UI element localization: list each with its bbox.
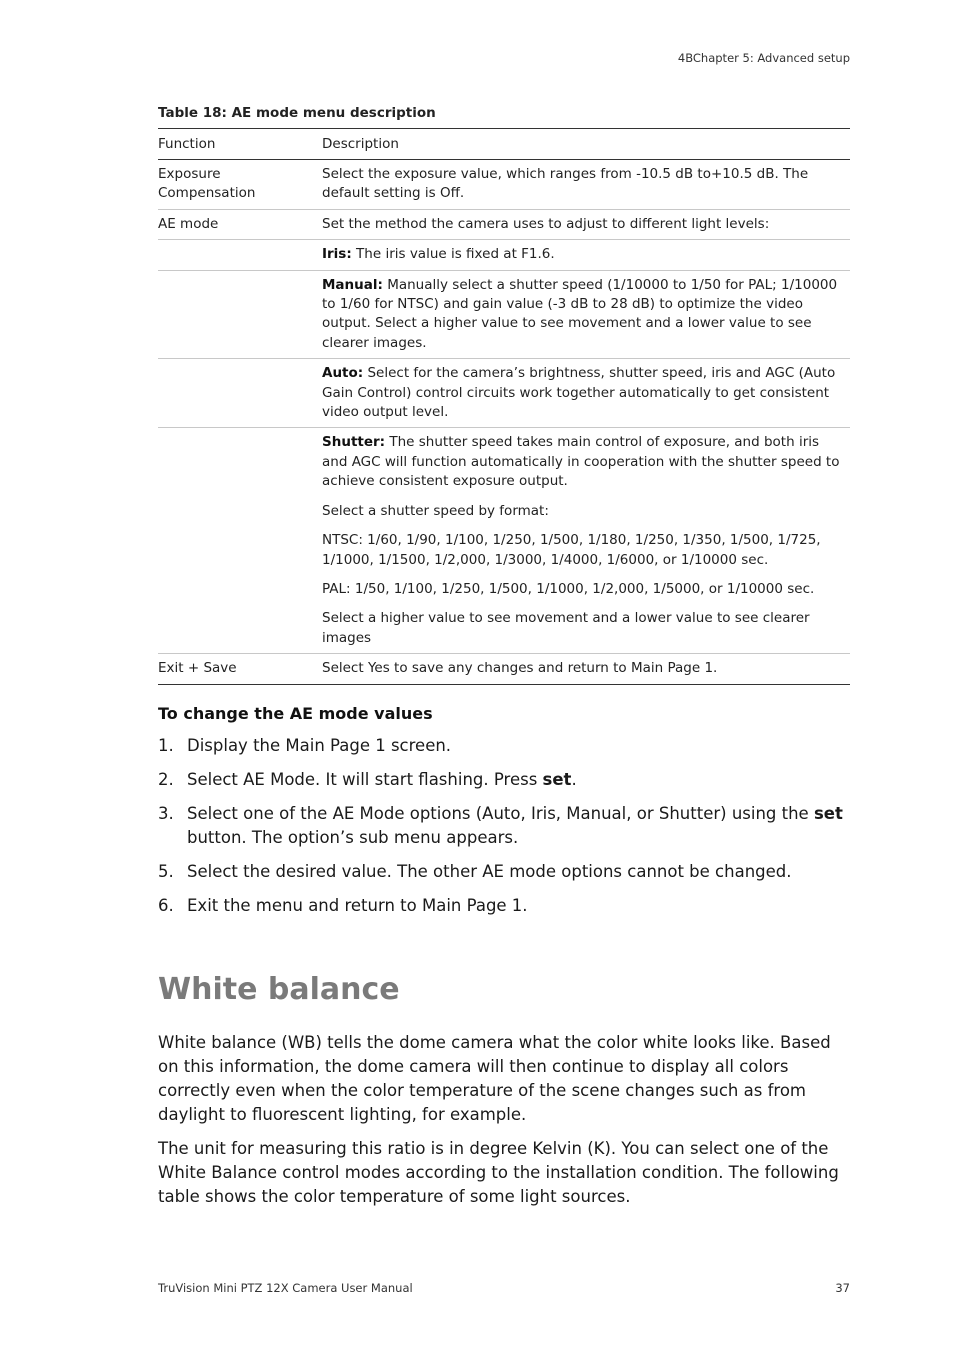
description-paragraph: Select a shutter speed by format: (322, 502, 549, 519)
body-paragraph: White balance (WB) tells the dome camera what the color white looks like. Based on this information, the dome camera will then continue to display all colors correctly even when the color temperature of the scene changes such as from daylight to fluorescent lighting, for example. (158, 1033, 831, 1124)
step-text: Exit the menu and return to Main Page 1. (187, 896, 528, 915)
procedure-steps (158, 734, 850, 928)
column-header-description: Description (322, 129, 850, 160)
description-cell (322, 240, 850, 270)
table-caption: Table 18: AE mode menu description (158, 105, 436, 121)
list-item (158, 860, 850, 884)
function-cell: Exit + Save (158, 654, 322, 684)
table-row (158, 209, 850, 239)
option-name: Iris: (322, 246, 352, 263)
step-number: 3. (158, 804, 174, 823)
step-text: Select one of the AE Mode options (Auto, Iris, Manual, or Shutter) using the (187, 804, 814, 823)
table-row (158, 359, 850, 428)
table-row (158, 160, 850, 210)
list-item (158, 734, 850, 758)
function-cell (158, 359, 322, 428)
step-text-end: . (571, 770, 577, 789)
step-number: 5. (158, 862, 174, 881)
ae-mode-table (158, 128, 850, 685)
option-description: Manually select a shutter speed (1/10000 to 1/50 for PAL; 1/10000 to 1/60 for NTSC) and gain value (-3 dB to 28 dB) to optimize the video output. Select a higher value to see movement and a lower value to see clearer images. (322, 276, 838, 351)
option-name: Manual: (322, 276, 383, 293)
option-description: The iris value is fixed at F1.6. (351, 246, 555, 263)
page-number: 37 (835, 1281, 850, 1295)
step-text-end: button. The option’s sub menu appears. (187, 828, 519, 847)
description-cell: Set the method the camera uses to adjust to different light levels: (322, 209, 850, 239)
step-keyword: set (542, 770, 572, 789)
description-cell: Select the exposure value, which ranges from -10.5 dB to+10.5 dB. The default setting is Off. (322, 160, 850, 210)
list-item (158, 802, 850, 850)
running-header: 4BChapter 5: Advanced setup (677, 51, 850, 65)
function-cell (158, 240, 322, 270)
option-description: Select for the camera’s brightness, shutter speed, iris and AGC (Auto Gain Control) control circuits work together automatically to get consistent video output level. (322, 365, 836, 421)
table-header-row (158, 129, 850, 160)
list-item (158, 768, 850, 792)
procedure-heading: To change the AE mode values (158, 704, 433, 723)
option-name: Shutter: (322, 434, 386, 451)
step-text: Select AE Mode. It will start flashing. Press (187, 770, 543, 789)
option-name: Auto: (322, 365, 364, 382)
step-number: 2. (158, 770, 174, 789)
step-text: Display the Main Page 1 screen. (187, 736, 452, 755)
description-cell (322, 270, 850, 359)
table-row (158, 428, 850, 654)
function-cell: Exposure Compensation (158, 160, 322, 210)
function-cell (158, 428, 322, 654)
description-cell (322, 428, 850, 654)
body-paragraph: The unit for measuring this ratio is in degree Kelvin (K). You can select one of the White Balance control modes according to the installation condition. The following table shows the color temperature of some light sources. (158, 1139, 839, 1206)
function-cell: AE mode (158, 209, 322, 239)
description-paragraph (322, 433, 844, 491)
description-cell: Select Yes to save any changes and return to Main Page 1. (322, 654, 850, 684)
table-row (158, 270, 850, 359)
section-title: White balance (158, 972, 400, 1007)
step-number: 1. (158, 736, 174, 755)
column-header-function: Function (158, 129, 322, 160)
step-keyword: set (813, 804, 843, 823)
footer-manual-title: TruVision Mini PTZ 12X Camera User Manual (158, 1281, 413, 1295)
table-row (158, 240, 850, 270)
step-text: Select the desired value. The other AE mode options cannot be changed. (187, 862, 792, 881)
description-paragraph: PAL: 1/50, 1/100, 1/250, 1/500, 1/1000, 1/2,000, 1/5000, or 1/10000 sec. (322, 580, 815, 597)
description-cell (322, 359, 850, 428)
list-item (158, 894, 850, 918)
option-description: The shutter speed takes main control of exposure, and both iris and AGC will function automatically in cooperation with the shutter speed to achieve consistent exposure output. (322, 434, 840, 490)
description-paragraph: Select a higher value to see movement and a lower value to see clearer images (322, 610, 810, 646)
function-cell (158, 270, 322, 359)
step-number: 6. (158, 896, 174, 915)
table-row (158, 654, 850, 684)
description-paragraph: NTSC: 1/60, 1/90, 1/100, 1/250, 1/500, 1/180, 1/250, 1/350, 1/500, 1/725, 1/1000, 1/1500, 1/2,000, 1/3000, 1/4000, 1/6000, or 1/10000 sec. (322, 532, 821, 568)
